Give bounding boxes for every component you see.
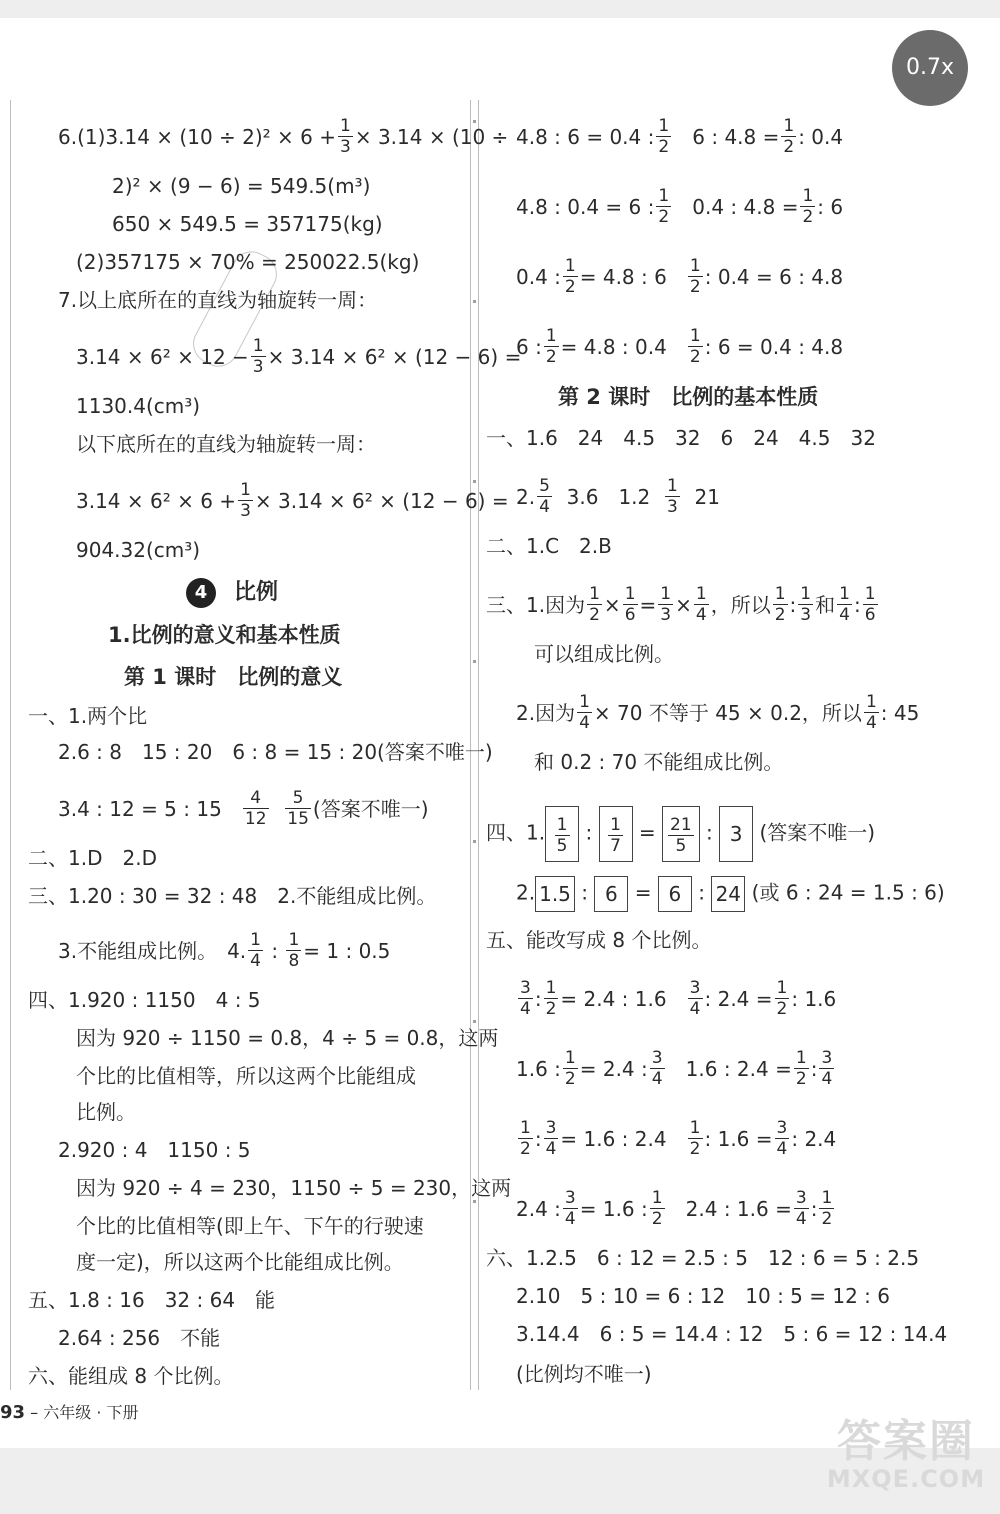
- divider-dot: [473, 660, 476, 663]
- r-part3-q2-cont: 和 0.2 : 70 不能组成比例。: [534, 750, 784, 774]
- fraction: $\frac{1}{4}$: [579, 692, 590, 733]
- answer-box: 24: [711, 876, 745, 912]
- divider-dot: [473, 840, 476, 843]
- part4-q2: 2.920 : 4 1150 : 5: [58, 1138, 251, 1162]
- answer-box: 1.5: [535, 876, 575, 912]
- fraction: $\frac{1}{2}$: [689, 1118, 701, 1159]
- r-part6-q1: 六、1.2.5 6 : 12 = 2.5 : 5 12 : 6 = 5 : 2.5: [486, 1246, 920, 1270]
- divider-dot: [473, 1020, 476, 1023]
- answer-box: 6: [594, 876, 628, 912]
- proportion-row3: $\frac{1}{2}$ : $\frac{3}{4}$ = 1.6 : 2.4 $\frac{1}{2}$ : 1.6 = $\frac{3}{4}$ : 2.4: [520, 1118, 837, 1159]
- fraction: $\frac{1}{2}$: [658, 186, 670, 227]
- fraction: $\frac{3}{4}$: [651, 1048, 663, 1089]
- ratio-row1: 4.8 : 6 = 0.4 : $\frac{1}{2}$ 6 : 4.8 = $\frac{1}{2}$ : 0.4: [516, 116, 844, 157]
- part4-text2: 个比的比值相等，所以这两个比能组成: [76, 1064, 416, 1088]
- proportion-row4: 2.4 : $\frac{3}{4}$ = 1.6 : $\frac{1}{2}$ 2.4 : 1.6 = $\frac{3}{4}$ : $\frac{1}{2}$: [516, 1188, 833, 1229]
- part4-q1: 四、1.920 : 1150 4 : 5: [28, 988, 261, 1012]
- r-part5: 五、能改写成 8 个比例。: [486, 928, 712, 952]
- fraction: $\frac{1}{2}$: [545, 326, 557, 367]
- answer-box: 6: [658, 876, 692, 912]
- q7-line5: 3.14 × 6² × 6 + $\frac{1}{3}$ × 3.14 × 6² × (12 − 6) =: [76, 480, 509, 521]
- fraction: $\frac{1}{2}$: [783, 116, 795, 157]
- fraction: $\frac{1}{3}$: [660, 584, 672, 625]
- answer-box: 3: [719, 806, 753, 862]
- part4-text1: 因为 920 ÷ 1150 = 0.8，4 ÷ 5 = 0.8，这两: [76, 1026, 499, 1050]
- r-part3-q2: 2.因为 $\frac{1}{4}$ × 70 不等于 45 × 0.2，所以 $\frac{1}{4}$ : 45: [516, 692, 920, 733]
- fraction: $\frac{3}{4}$: [776, 1118, 788, 1159]
- fraction: $\frac{3}{4}$: [545, 1118, 557, 1159]
- unit-number-badge: 4: [186, 578, 216, 608]
- lesson2-title: 第 2 课时 比例的基本性质: [558, 385, 819, 409]
- r-part2: 二、1.C 2.B: [486, 534, 612, 558]
- r-part1-q1: 一、1.6 24 4.5 32 6 24 4.5 32: [486, 426, 876, 450]
- part5-q2: 2.64 : 256 不能: [58, 1326, 221, 1350]
- q6-line4: (2)357175 × 70% = 250022.5(kg): [76, 250, 420, 274]
- fraction: $\frac{3}{4}$: [821, 1048, 833, 1089]
- unit-heading: 4 比例: [186, 578, 278, 608]
- fraction: $\frac{1}{2}$: [564, 256, 576, 297]
- fraction: $\frac{1}{2}$: [795, 1048, 807, 1089]
- ratio-row4: 6 : $\frac{1}{2}$ = 4.8 : 0.4 $\frac{1}{2}$ : 6 = 0.4 : 4.8: [516, 326, 844, 367]
- fraction: $\frac{1}{7}$: [610, 815, 621, 856]
- page-number: 93: [0, 1402, 26, 1423]
- answer-box: [599, 806, 633, 862]
- fraction: $\frac{1}{2}$: [589, 584, 600, 625]
- fraction: $\frac{1}{4}$: [839, 584, 850, 625]
- r-part1-q2: 2. $\frac{5}{4}$ 3.6 1.2 $\frac{1}{3}$ 21: [516, 476, 720, 517]
- part4-text6: 度一定)，所以这两个比能组成比例。: [76, 1250, 404, 1274]
- r-part6-note: (比例均不唯一): [516, 1362, 652, 1386]
- answer-box: [662, 806, 700, 862]
- fraction: $\frac{1}{3}$: [240, 480, 251, 521]
- fraction: $\frac{4}{12}$: [244, 788, 267, 829]
- divider-dot: [473, 1200, 476, 1203]
- q6-line2: 2)² × (9 − 6) = 549.5(m³): [112, 174, 371, 198]
- fraction: $\frac{1}{2}$: [774, 584, 786, 625]
- part3-q1: 三、1.20 : 30 = 32 : 48 2.不能组成比例。: [28, 884, 437, 908]
- q6-line3: 650 × 549.5 = 357175(kg): [112, 212, 383, 236]
- q6-line1: 6.(1)3.14 × (10 ÷ 2)² × 6 + $\frac{1}{3}$ × 3.14 × (10 ÷: [58, 116, 509, 157]
- fraction: $\frac{1}{3}$: [666, 476, 678, 517]
- fraction: $\frac{3}{4}$: [564, 1188, 576, 1229]
- part4-text4: 因为 920 ÷ 4 = 230，1150 ÷ 5 = 230，这两: [76, 1176, 512, 1200]
- page-footer: 93 – 六年级 · 下册: [0, 1402, 139, 1423]
- part3-q3: 3.不能组成比例。 4. $\frac{1}{4}$ : $\frac{1}{8}$ = 1 : 0.5: [58, 930, 391, 971]
- fraction: $\frac{1}{5}$: [556, 815, 568, 856]
- top-margin: [0, 0, 1000, 18]
- part1-q3: 3.4 : 12 = 5 : 15 $\frac{4}{12}$ $\frac{5}{15}$ (答案不唯一): [58, 788, 429, 829]
- r-part6-q2: 2.10 5 : 10 = 6 : 12 10 : 5 = 12 : 6: [516, 1284, 890, 1308]
- fraction: $\frac{1}{4}$: [865, 692, 877, 733]
- r-part3-q1-cont: 可以组成比例。: [534, 642, 674, 666]
- fraction: $\frac{1}{2}$: [520, 1118, 531, 1159]
- fraction: $\frac{1}{6}$: [624, 584, 636, 625]
- fraction: $\frac{1}{3}$: [340, 116, 351, 157]
- proportion-row1: $\frac{3}{4}$ : $\frac{1}{2}$ = 2.4 : 1.6 $\frac{3}{4}$ : 2.4 = $\frac{1}{2}$ : 1.6: [520, 978, 837, 1019]
- fraction: $\frac{21}{5}$: [670, 815, 692, 856]
- answer-box: [545, 806, 579, 862]
- r-part3-q1: 三、1.因为 $\frac{1}{2}$ × $\frac{1}{6}$ = $\frac{1}{3}$ × $\frac{1}{4}$ ，所以 $\frac{1}{2}$ : $\frac{1}{3}$ 和 $\frac{1}{4}$ : $\frac{1}{6}$: [486, 584, 876, 625]
- fraction: $\frac{1}{2}$: [776, 978, 788, 1019]
- ratio-row2: 4.8 : 0.4 = 6 : $\frac{1}{2}$ 0.4 : 4.8 = $\frac{1}{2}$ : 6: [516, 186, 844, 227]
- fraction: $\frac{1}{2}$: [564, 1048, 576, 1089]
- fraction: $\frac{1}{2}$: [545, 978, 557, 1019]
- fraction: $\frac{1}{2}$: [689, 256, 701, 297]
- fraction: $\frac{1}{4}$: [250, 930, 261, 971]
- part6: 六、能组成 8 个比例。: [28, 1364, 234, 1388]
- q7-line1: 7.以上底所在的直线为轴旋转一周：: [58, 288, 378, 312]
- fraction: $\frac{1}{2}$: [802, 186, 814, 227]
- lesson1-title: 第 1 课时 比例的意义: [124, 665, 343, 689]
- fraction: $\frac{3}{4}$: [689, 978, 701, 1019]
- zoom-speed-button[interactable]: 0.7x: [892, 30, 968, 106]
- left-border-line: [10, 100, 11, 1390]
- fraction: $\frac{3}{4}$: [795, 1188, 807, 1229]
- fraction: $\frac{1}{2}$: [651, 1188, 663, 1229]
- fraction: $\frac{1}{2}$: [658, 116, 670, 157]
- q7-line3: 1130.4(cm³): [76, 394, 201, 418]
- r-part6-q3: 3.14.4 6 : 5 = 14.4 : 12 5 : 6 = 12 : 14.4: [516, 1322, 948, 1346]
- part5-q1: 五、1.8 : 16 32 : 64 能: [28, 1288, 276, 1312]
- q7-line6: 904.32(cm³): [76, 538, 201, 562]
- r-part4-q1: 四、1. $\frac{1}{5}$ : $\frac{1}{7}$ = $\frac{21}{5}$ : 3 (答案不唯一): [486, 806, 875, 862]
- q7-line2: 3.14 × 6² × 12 − $\frac{1}{3}$ × 3.14 × 6² × (12 − 6) =: [76, 336, 522, 377]
- proportion-row2: 1.6 : $\frac{1}{2}$ = 2.4 : $\frac{3}{4}$ 1.6 : 2.4 = $\frac{1}{2}$ : $\frac{3}{4}$: [516, 1048, 833, 1089]
- fraction: $\frac{1}{6}$: [864, 584, 876, 625]
- fraction: $\frac{1}{3}$: [800, 584, 812, 625]
- fraction: $\frac{1}{2}$: [821, 1188, 833, 1229]
- fraction: $\frac{5}{15}$: [287, 788, 309, 829]
- fraction: $\frac{5}{4}$: [539, 476, 550, 517]
- fraction: $\frac{1}{4}$: [695, 584, 707, 625]
- part1-q1: 一、1.两个比: [28, 704, 148, 728]
- divider-dot: [473, 300, 476, 303]
- fraction: $\frac{1}{8}$: [288, 930, 300, 971]
- watermark-logo: 答案圈 MXQE.COM: [826, 1416, 986, 1493]
- grade-label: 六年级 · 下册: [43, 1403, 139, 1422]
- part2: 二、1.D 2.D: [28, 846, 157, 870]
- fraction: $\frac{1}{3}$: [252, 336, 264, 377]
- part1-q2: 2.6 : 8 15 : 20 6 : 8 = 15 : 20(答案不唯一): [58, 740, 493, 764]
- q7-line4: 以下底所在的直线为轴旋转一周：: [76, 432, 376, 456]
- section-title: 1.比例的意义和基本性质: [108, 623, 341, 647]
- part4-text3: 比例。: [76, 1100, 136, 1124]
- fraction: $\frac{3}{4}$: [520, 978, 531, 1019]
- fraction: $\frac{1}{2}$: [689, 326, 701, 367]
- part4-text5: 个比的比值相等(即上午、下午的行驶速: [76, 1214, 424, 1238]
- r-part4-q2: 2. 1.5 : 6 = 6 : 24 (或 6 : 24 = 1.5 : 6): [516, 876, 945, 912]
- ratio-row3: 0.4 : $\frac{1}{2}$ = 4.8 : 6 $\frac{1}{2}$ : 0.4 = 6 : 4.8: [516, 256, 844, 297]
